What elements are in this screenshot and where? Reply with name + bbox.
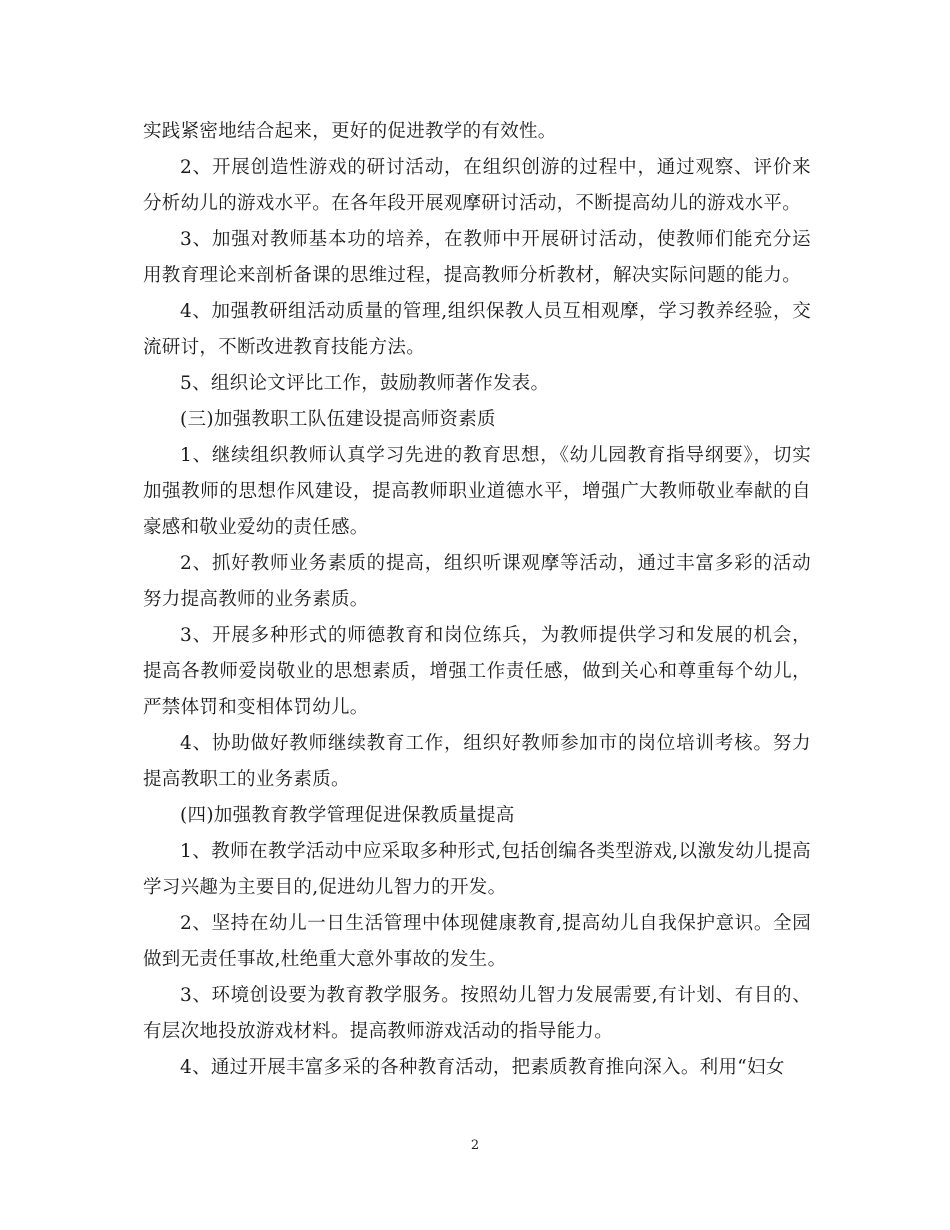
list-item: 3、环境创设要为教育教学服务。按照幼儿智力发展需要,有计划、有目的、有层次地投放游戏材料。提高教师游戏活动的指导能力。 bbox=[143, 985, 811, 1042]
section-heading: (四)加强教育教学管理促进保教质量提高 bbox=[180, 805, 515, 826]
list-item: 5、组织论文评比工作，鼓励教师著作发表。 bbox=[180, 373, 550, 394]
section-heading: (三)加强教职工队伍建设提高师资素质 bbox=[180, 409, 496, 430]
list-item: 2、坚持在幼儿一日生活管理中体现健康教育,提高幼儿自我保护意识。全园做到无责任事故,杜绝重大意外事故的发生。 bbox=[143, 913, 811, 970]
list-item: 3、开展多种形式的师德教育和岗位练兵，为教师提供学习和发展的机会，提高各教师爱岗敬业的思想素质，增强工作责任感，做到关心和尊重每个幼儿，严禁体罚和变相体罚幼儿。 bbox=[143, 625, 811, 718]
list-item: 1、教师在教学活动中应采取多种形式,包括创编各类型游戏,以激发幼儿提高学习兴趣为主要目的,促进幼儿智力的开发。 bbox=[143, 841, 811, 898]
paragraph-continuation: 实践紧密地结合起来，更好的促进教学的有效性。 bbox=[143, 121, 557, 142]
list-item: 4、协助做好教师继续教育工作，组织好教师参加市的岗位培训考核。努力提高教职工的业务素质。 bbox=[143, 733, 811, 790]
list-item: 2、开展创造性游戏的研讨活动，在组织创游的过程中，通过观察、评价来分析幼儿的游戏水平。在各年段开展观摩研讨活动，不断提高幼儿的游戏水平。 bbox=[143, 157, 811, 214]
page-number: 2 bbox=[470, 1138, 480, 1153]
list-item: 4、通过开展丰富多采的各种教育活动，把素质教育推向深入。利用“妇女 bbox=[180, 1057, 785, 1078]
list-item: 2、抓好教师业务素质的提高，组织听课观摩等活动，通过丰富多彩的活动努力提高教师的业务素质。 bbox=[143, 553, 811, 610]
list-item: 3、加强对教师基本功的培养，在教师中开展研讨活动，使教师们能充分运用教育理论来剖析备课的思维过程，提高教师分析教材，解决实际问题的能力。 bbox=[143, 229, 811, 286]
document-body bbox=[143, 114, 811, 1086]
list-item: 4、加强教研组活动质量的管理,组织保教人员互相观摩，学习教养经验，交流研讨，不断改进教育技能方法。 bbox=[143, 301, 811, 358]
list-item: 1、继续组织教师认真学习先进的教育思想，《幼儿园教育指导纲要》，切实加强教师的思想作风建设，提高教师职业道德水平，增强广大教师敬业奉献的自豪感和敬业爱幼的责任感。 bbox=[143, 445, 811, 538]
